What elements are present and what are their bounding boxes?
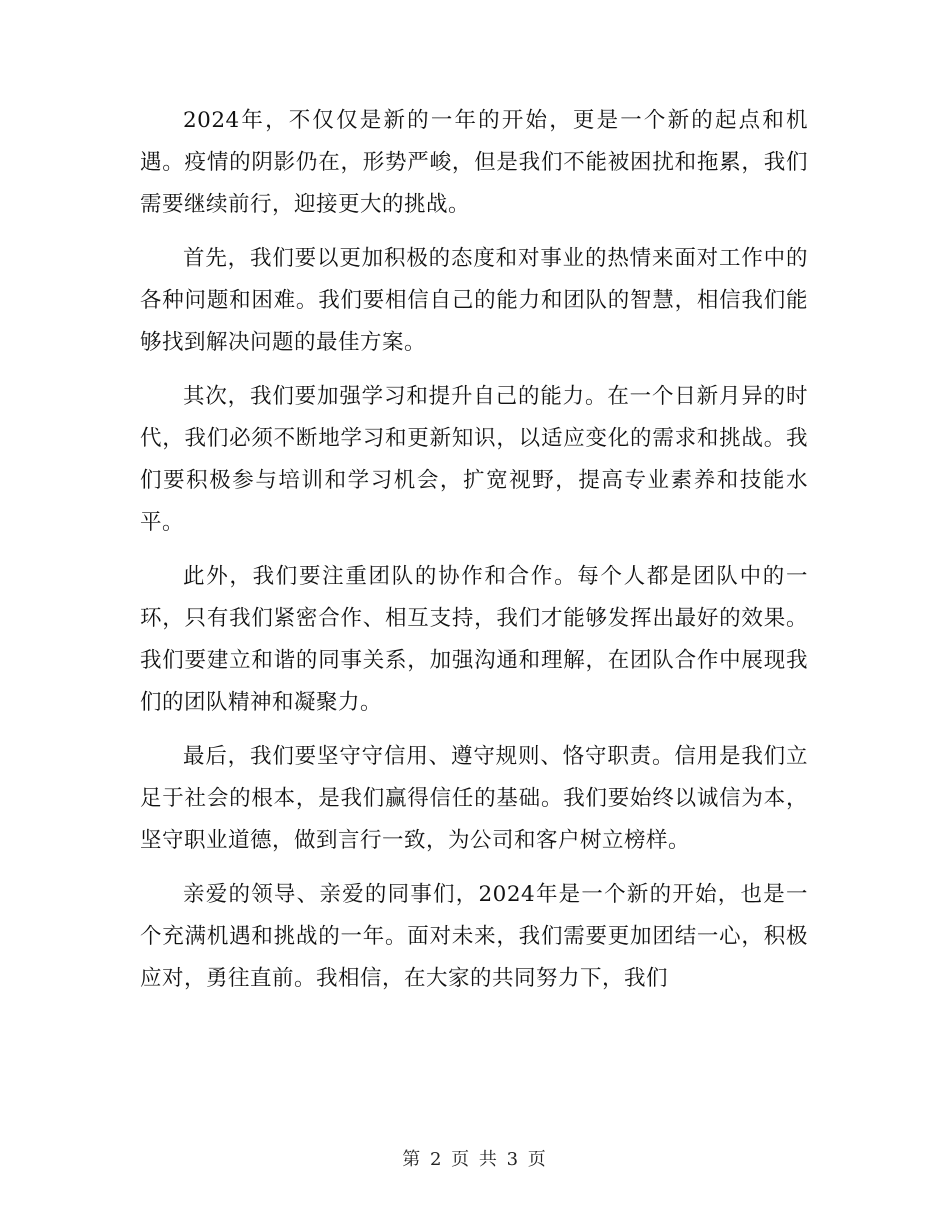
paragraph-third: 此外，我们要注重团队的协作和合作。每个人都是团队中的一环，只有我们紧密合作、相互支持，我们才能够发挥出最好的效果。我们要建立和谐的同事关系，加强沟通和理解，在团队合作中展现我们的团队精神和凝聚力。 [140,564,808,715]
paragraph-fourth: 最后，我们要坚守守信用、遵守规则、恪守职责。信用是我们立足于社会的根本，是我们赢得信任的基础。我们要始终以诚信为本，坚守职业道德，做到言行一致，为公司和客户树立榜样。 [140,744,808,853]
paragraph-closing: 亲爱的领导、亲爱的同事们，2024年是一个新的开始，也是一个充满机遇和挑战的一年。面对未来，我们需要更加团结一心，积极应对，勇往直前。我相信，在大家的共同努力下，我们 [140,882,808,991]
paragraph-second: 其次，我们要加强学习和提升自己的能力。在一个日新月异的时代，我们必须不断地学习和更新知识，以适应变化的需求和挑战。我们要积极参与培训和学习机会，扩宽视野，提高专业素养和技能水平。 [140,384,808,535]
page-number-footer: 第 2 页 共 3 页 [402,1149,548,1170]
document-body [140,100,808,1000]
paragraph-first: 首先，我们要以更加积极的态度和对事业的热情来面对工作中的各种问题和困难。我们要相信自己的能力和团队的智慧，相信我们能够找到解决问题的最佳方案。 [140,246,808,355]
paragraph-intro: 2024年，不仅仅是新的一年的开始，更是一个新的起点和机遇。疫情的阴影仍在，形势严峻，但是我们不能被困扰和拖累，我们需要继续前行，迎接更大的挑战。 [140,108,808,217]
